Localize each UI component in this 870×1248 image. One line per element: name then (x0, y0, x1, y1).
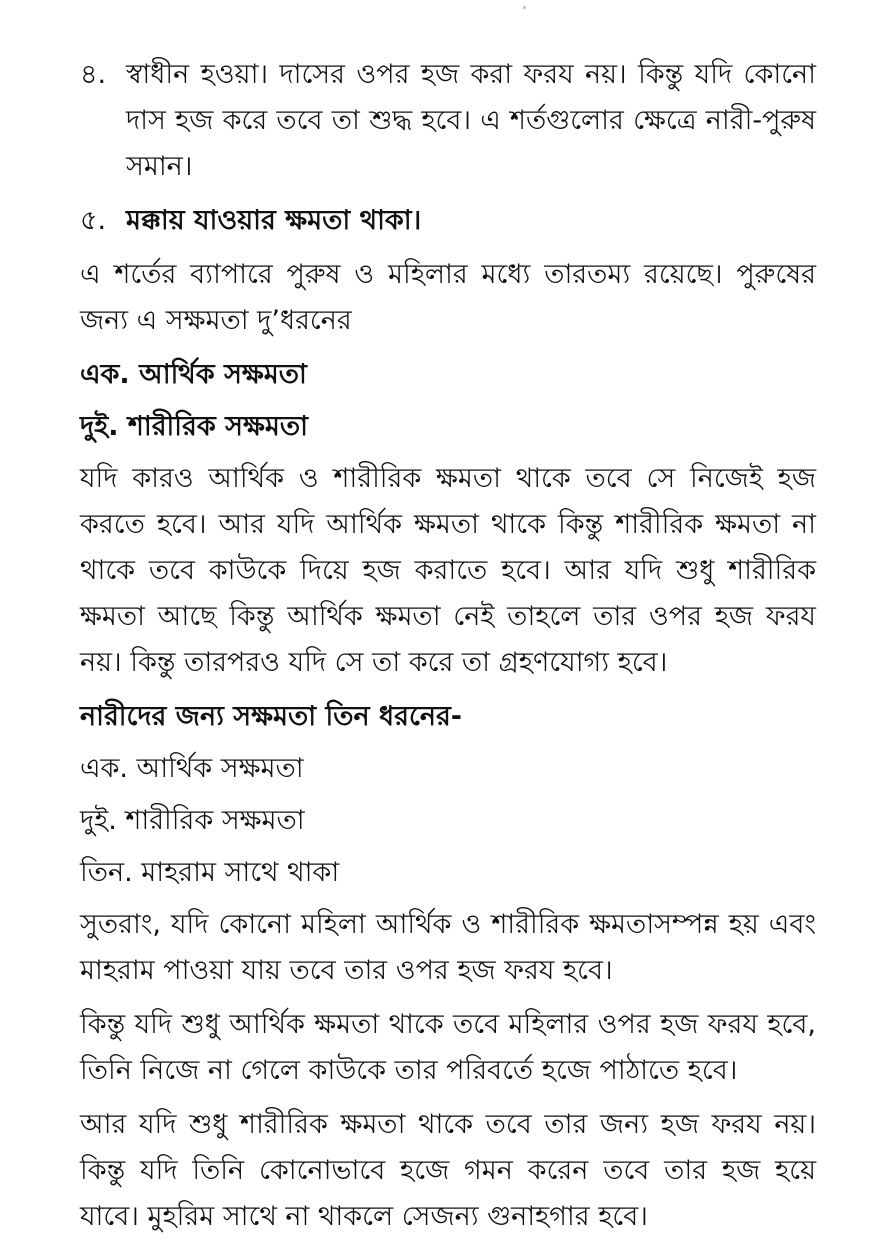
women-heading: নারীদের জন্য সক্ষমতা তিন ধরনের- (80, 701, 463, 732)
men-paragraph: যদি কারও আর্থিক ও শারীরিক ক্ষমতা থাকে তবে সে নিজেই হজ করতে হবে। আর যদি আর্থিক ক্ষমতা থাকে কিন্তু শারীরিক ক্ষমতা না থাকে তবে কাউকে দিয়ে হজ করাতে হবে। আর যদি শুধু শারীরিক ক্ষমতা আছে কিন্তু আর্থিক ক্ষমতা নেই তাহলে তার ওপর হজ ফরয নয়। কিন্তু তারপরও যদি সে তা করে তা গ্রহণযোগ্য হবে। (80, 463, 816, 678)
scan-speck (523, 6, 526, 9)
women-paragraph-2: কিন্তু যদি শুধু আর্থিক ক্ষমতা থাকে তবে মহিলার ওপর হজ ফরয হবে, তিনি নিজে না গেলে কাউকে তার পরিবর্তে হজে পাঠাতে হবে। (80, 1009, 816, 1086)
women-item-financial: এক. আর্থিক সক্ষমতা (80, 753, 304, 784)
men-item-financial: এক. আর্থিক সক্ষমতা (80, 359, 307, 390)
list-item-5 (80, 198, 816, 244)
women-paragraph-3: আর যদি শুধু শারীরিক ক্ষমতা থাকে তবে তার জন্য হজ ফরয নয়। কিন্তু যদি তিনি কোনোভাবে হজে গমন করেন তবে তার হজ হয়ে যাবে। মুহরিম সাথে না থাকলে সেজন্য গুনাহগার হবে। (80, 1109, 816, 1232)
list-item-4 (80, 52, 816, 190)
list-number: ৫. (80, 205, 107, 236)
list-text: স্বাধীন হওয়া। দাসের ওপর হজ করা ফরয নয়। কিন্তু যদি কোনো দাস হজ করে তবে তা শুদ্ধ হবে। এ শর্তগুলোর ক্ষেত্রে নারী-পুরুষ সমান। (126, 59, 816, 182)
women-paragraph-1: সুতরাং, যদি কোনো মহিলা আর্থিক ও শারীরিক ক্ষমতাসম্পন্ন হয় এবং মাহরাম পাওয়া যায় তবে তার ওপর হজ ফরয হবে। (80, 909, 816, 986)
men-item-physical: দুই. শারীরিক সক্ষমতা (80, 411, 308, 442)
document-page (80, 52, 816, 1248)
women-item-mahram: তিন. মাহরাম সাথে থাকা (80, 857, 340, 888)
list-number: ৪. (80, 59, 107, 90)
list-text: মক্কায় যাওয়ার ক্ষমতা থাকা। (126, 205, 422, 236)
intro-paragraph: এ শর্তের ব্যাপারে পুরুষ ও মহিলার মধ্যে তারতম্য রয়েছে। পুরুষের জন্য এ সক্ষমতা দু’ধরনের (80, 259, 816, 336)
women-item-physical: দুই. শারীরিক সক্ষমতা (80, 805, 305, 836)
